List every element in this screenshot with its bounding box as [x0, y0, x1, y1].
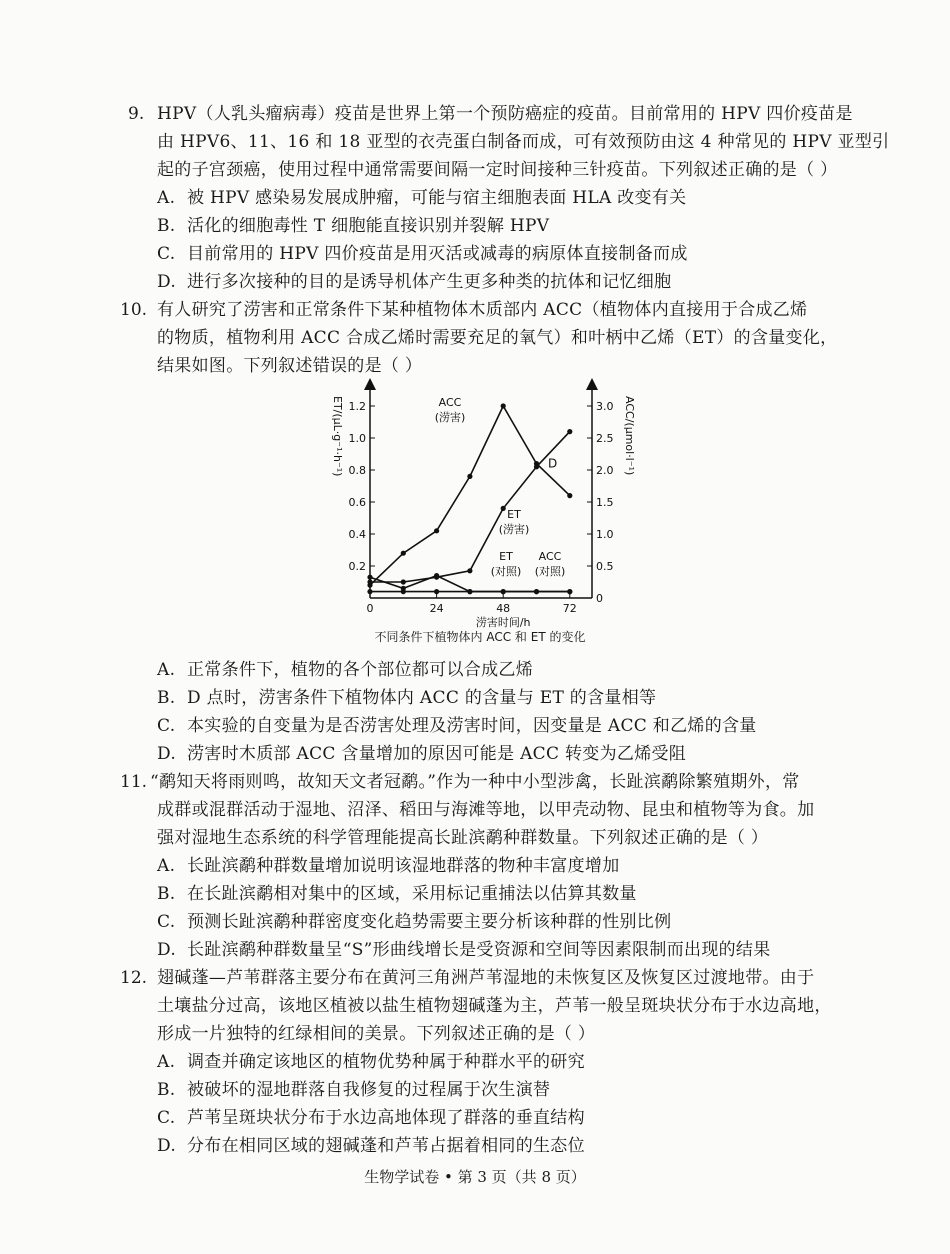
question-number: 11.: [120, 772, 148, 792]
question-stem-line: 有人研究了涝害和正常条件下某种植物体木质部内 ACC（植物体内直接用于合成乙烯: [157, 300, 808, 320]
series-label: (涝害): [498, 523, 530, 536]
data-point: [434, 589, 439, 594]
question-number: 9.: [128, 104, 145, 124]
series-label: (对照): [534, 565, 566, 578]
question-stem-line: 的物质，植物利用 ACC 合成乙烯时需要充足的氧气）和叶柄中乙烯（ET）的含量变化，: [157, 328, 838, 348]
left-tick-label: 1.0: [348, 432, 366, 445]
question-stem-line: 成群或混群活动于湿地、沼泽、稻田与海滩等地，以甲壳动物、昆虫和植物等为食。加: [157, 800, 815, 820]
right-tick-label: 2.5: [596, 432, 614, 445]
right-tick-label: 2.0: [596, 464, 614, 477]
question-stem-line: 形成一片独特的红绿相间的美景。下列叙述正确的是（ ）: [157, 1024, 596, 1044]
option-b[interactable]: B. 被破坏的湿地群落自我修复的过程属于次生演替: [157, 1080, 551, 1100]
option-c[interactable]: C. 本实验的自变量为是否涝害处理及涝害时间，因变量是 ACC 和乙烯的含量: [157, 716, 757, 736]
question-stem-line: 强对湿地生态系统的科学管理能提高长趾滨鹬种群数量。下列叙述正确的是（ ）: [157, 828, 769, 848]
data-point: [567, 589, 572, 594]
chart-labels: [331, 396, 636, 628]
option-d[interactable]: D. 涝害时木质部 ACC 含量增加的原因可能是 ACC 转变为乙烯受阻: [157, 744, 687, 764]
data-point: [534, 464, 539, 469]
data-point: [401, 551, 406, 556]
right-axis-label: ACC/(μmol·l⁻¹): [623, 396, 636, 476]
chart-caption: 不同条件下植物体内 ACC 和 ET 的变化: [374, 630, 586, 644]
option-b[interactable]: B. 在长趾滨鹬相对集中的区域，采用标记重捕法以估算其数量: [157, 884, 637, 904]
option-d[interactable]: D. 进行多次接种的目的是诱导机体产生更多种类的抗体和记忆细胞: [157, 272, 672, 292]
option-a[interactable]: A. 被 HPV 感染易发展成肿瘤，可能与宿主细胞表面 HLA 改变有关: [157, 188, 687, 208]
left-axis-label: ET/(μL·g⁻¹·h⁻¹): [331, 396, 344, 477]
series-label: ACC: [538, 550, 562, 563]
left-tick-label: 0.2: [348, 560, 366, 573]
chart-svg: [320, 378, 640, 628]
question-stem-line: 翅碱蓬—芦苇群落主要分布在黄河三角洲芦苇湿地的未恢复区及恢复区过渡地带。由于: [157, 968, 815, 988]
data-point: [501, 506, 506, 511]
page-footer: 生物学试卷 • 第 3 页（共 8 页）: [364, 1168, 586, 1186]
option-c[interactable]: C. 目前常用的 HPV 四价疫苗是用灭活或减毒的病原体直接制备而成: [157, 244, 688, 264]
data-point: [367, 589, 372, 594]
data-point: [534, 589, 539, 594]
annotation-label: D: [548, 456, 558, 471]
series-label: (对照): [490, 565, 522, 578]
left-tick-label: 0.8: [348, 464, 366, 477]
data-point: [467, 474, 472, 479]
question-stem-line: “鹬知天将雨则鸣，故知天文者冠鹬。”作为一种中小型涉禽，长趾滨鹬除繁殖期外，常: [150, 772, 800, 792]
right-tick-label: 1.5: [596, 496, 614, 509]
data-point: [501, 589, 506, 594]
data-point: [567, 429, 572, 434]
right-tick-label: 1.0: [596, 528, 614, 541]
option-a[interactable]: A. 调查并确定该地区的植物优势种属于种群水平的研究: [157, 1052, 585, 1072]
option-a[interactable]: A. 正常条件下，植物的各个部位都可以合成乙烯: [157, 660, 533, 680]
question-stem-line: 由 HPV6、11、16 和 18 亚型的衣壳蛋白制备而成，可有效预防由这 4 种常见的 HPV 亚型引: [157, 132, 890, 152]
option-a[interactable]: A. 长趾滨鹬种群数量增加说明该湿地群落的物种丰富度增加: [157, 856, 620, 876]
data-point: [367, 579, 372, 584]
option-c[interactable]: C. 预测长趾滨鹬种群密度变化趋势需要主要分析该种群的性别比例: [157, 912, 672, 932]
x-tick-label: 72: [562, 602, 577, 615]
right-tick-label: 3.0: [596, 400, 614, 413]
question-number: 12.: [120, 968, 148, 988]
option-b[interactable]: B. 活化的细胞毒性 T 细胞能直接识别并裂解 HPV: [157, 216, 550, 236]
question-stem-line: HPV（人乳头瘤病毒）疫苗是世界上第一个预防癌症的疫苗。目前常用的 HPV 四价疫苗是: [157, 104, 853, 124]
data-point: [467, 589, 472, 594]
option-b[interactable]: B. D 点时，涝害条件下植物体内 ACC 的含量与 ET 的含量相等: [157, 688, 657, 708]
question-stem-line: 结果如图。下列叙述错误的是（ ）: [157, 356, 423, 376]
series-label: ET: [499, 550, 513, 563]
option-d[interactable]: D. 长趾滨鹬种群数量呈“S”形曲线增长是受资源和空间等因素限制而出现的结果: [157, 940, 771, 960]
series-label: ACC: [438, 396, 462, 409]
data-point: [401, 579, 406, 584]
data-point: [434, 528, 439, 533]
question-stem-line: 起的子宫颈癌，使用过程中通常需要间隔一定时间接种三针疫苗。下列叙述正确的是（ ）: [157, 160, 838, 180]
left-tick-label: 1.2: [348, 400, 366, 413]
question-number: 10.: [120, 300, 148, 320]
left-tick-label: 0.6: [348, 496, 366, 509]
x-tick-label: 24: [429, 602, 444, 615]
right-tick-label: 0.5: [596, 560, 614, 573]
data-point: [434, 573, 439, 578]
data-point: [467, 568, 472, 573]
acc-et-chart: [320, 378, 640, 648]
data-point: [401, 589, 406, 594]
x-axis-label: 涝害时间/h: [475, 616, 531, 628]
question-stem-line: 土壤盐分过高，该地区植被以盐生植物翅碱蓬为主，芦苇一般呈斑块状分布于水边高地，: [157, 996, 832, 1016]
data-point: [367, 575, 372, 580]
x-tick-label: 0: [366, 602, 374, 615]
series-label: (涝害): [434, 411, 466, 424]
data-point: [567, 493, 572, 498]
series-label: ET: [507, 508, 521, 521]
option-c[interactable]: C. 芦苇呈斑块状分布于水边高地体现了群落的垂直结构: [157, 1108, 585, 1128]
data-point: [501, 403, 506, 408]
left-tick-label: 0.4: [348, 528, 366, 541]
option-d[interactable]: D. 分布在相同区域的翅碱蓬和芦苇占据着相同的生态位: [157, 1136, 585, 1156]
right-tick-label: 0: [596, 592, 603, 605]
x-tick-label: 48: [496, 602, 511, 615]
